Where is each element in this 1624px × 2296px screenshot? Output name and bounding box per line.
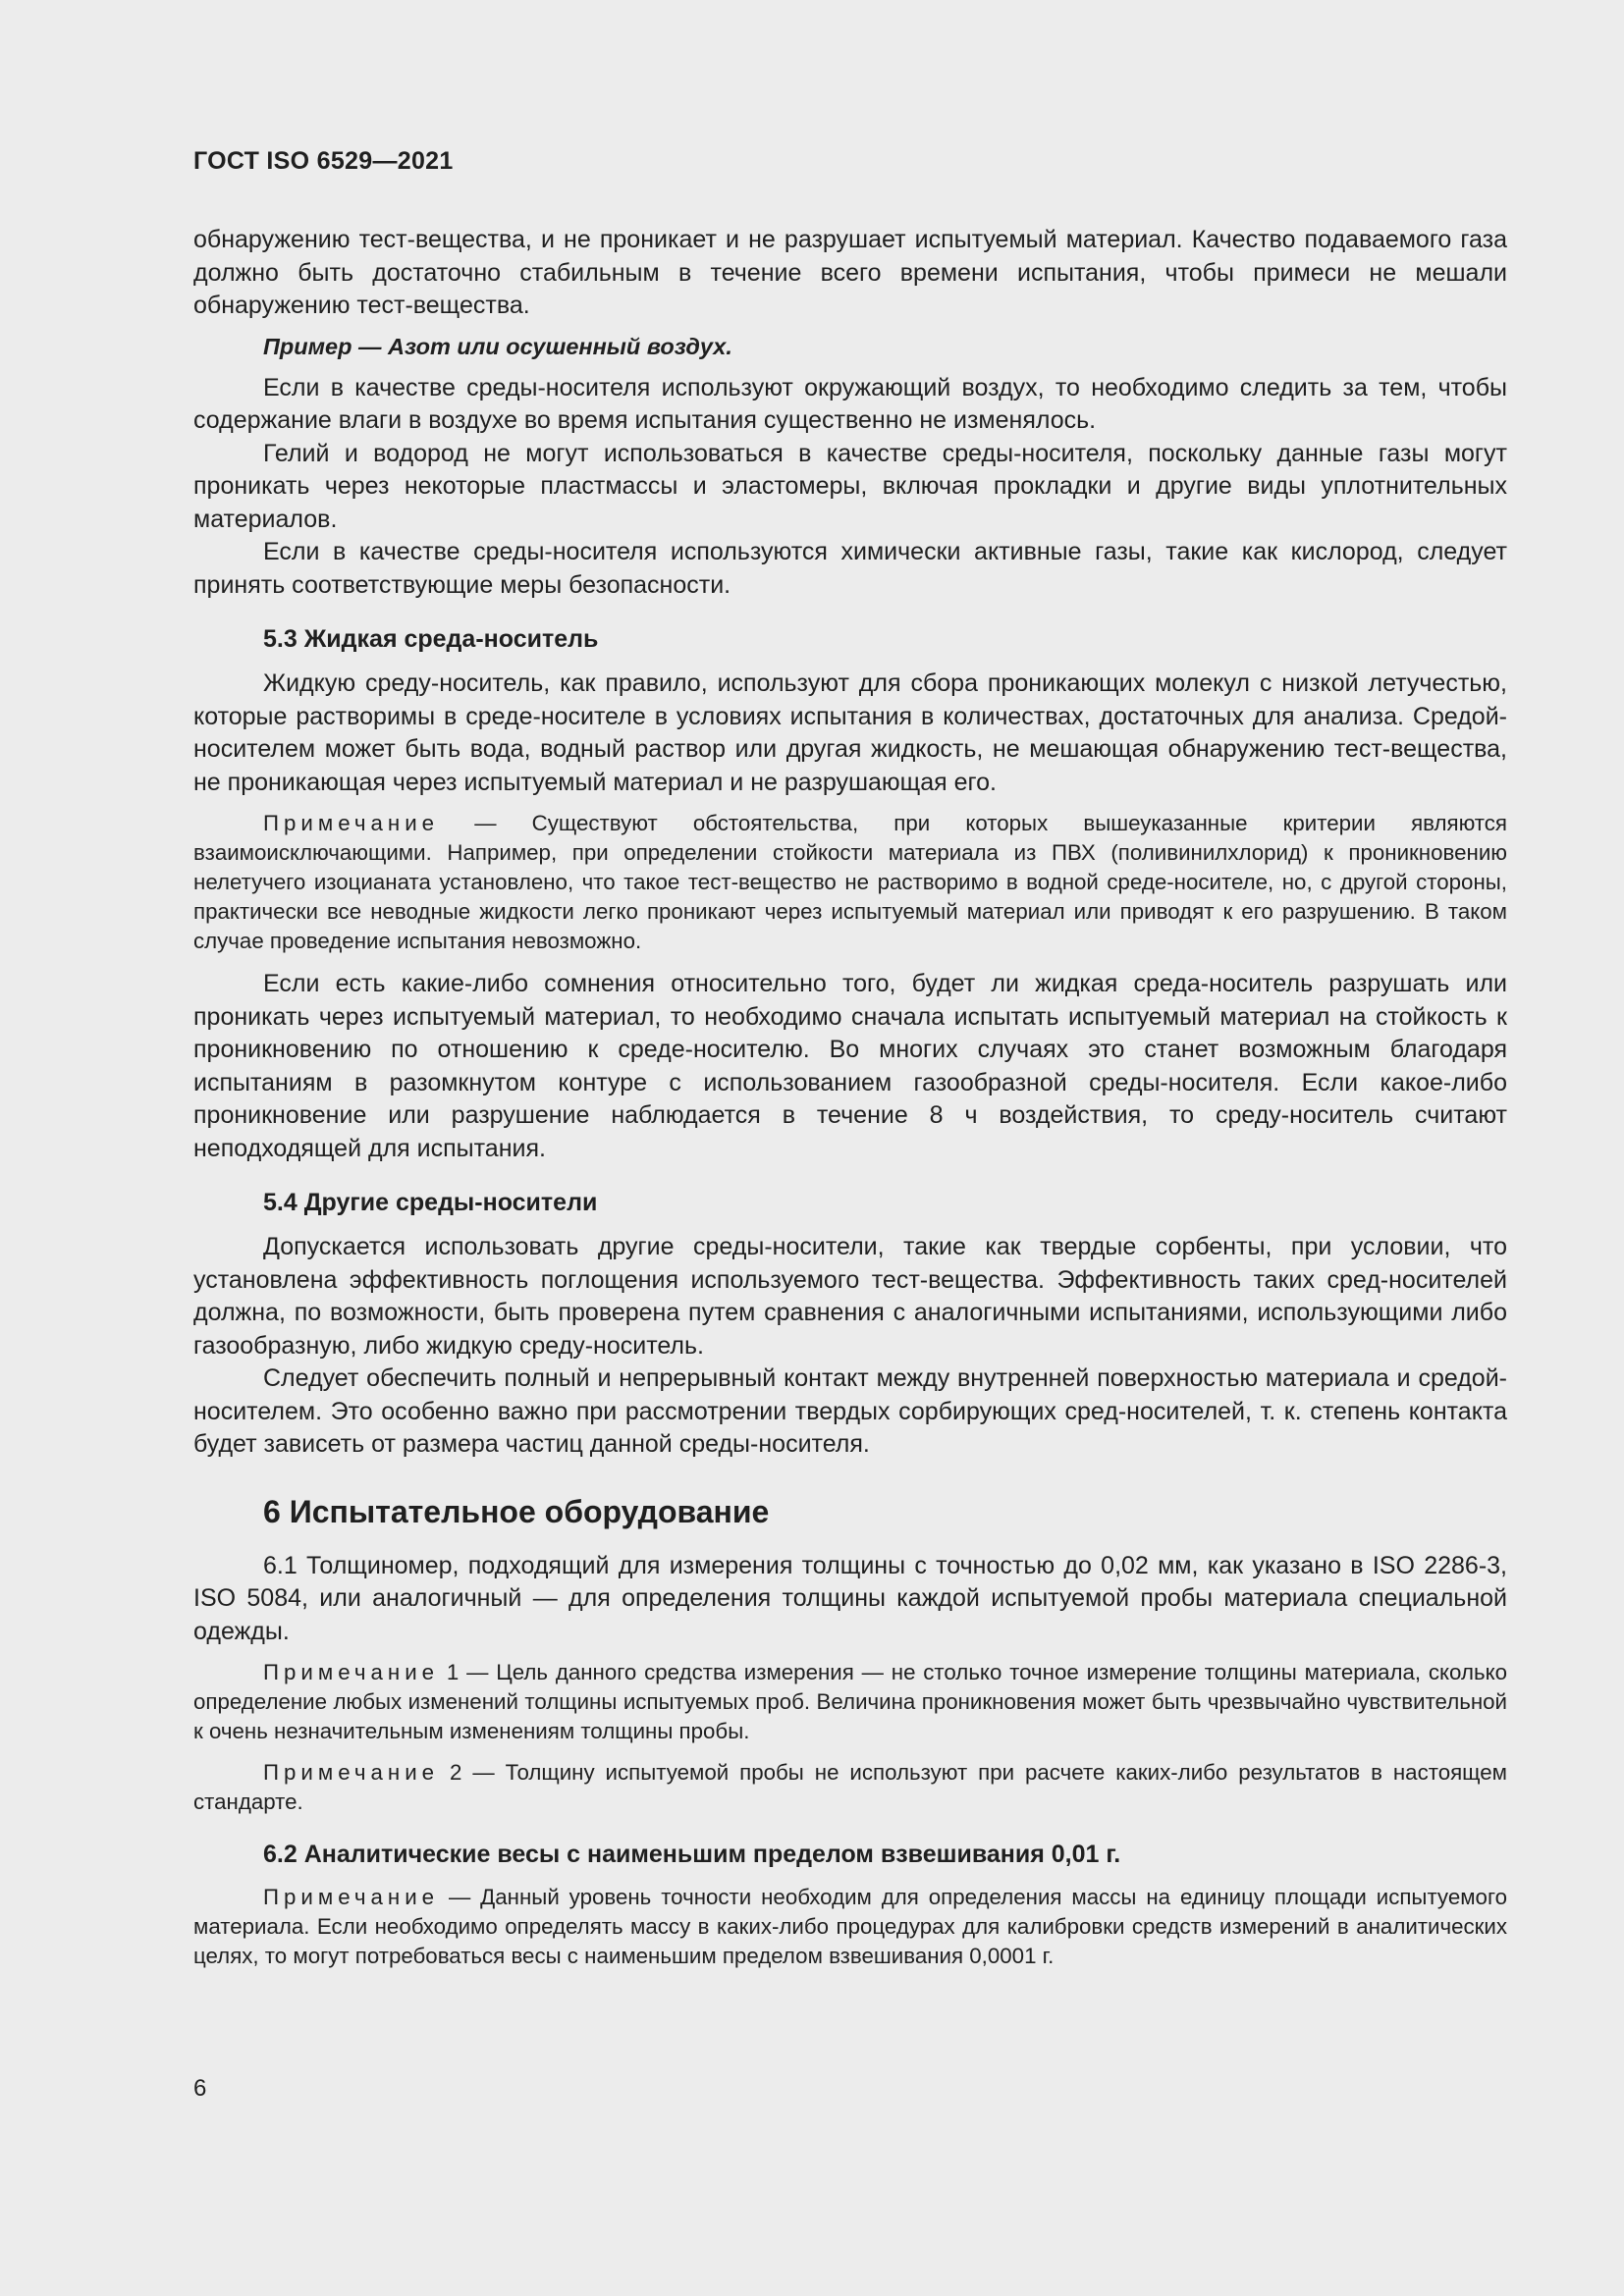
note: [193, 1883, 1507, 1971]
paragraph: Гелий и водород не могут использоваться в качестве среды-носителя, поскольку данные газы могут проникать через некоторые пластмассы и эластомеры, включая прокладки и другие виды уплотнительных материалов.: [193, 439, 1507, 533]
page-number: 6: [193, 2075, 207, 2102]
note-label: Примечание: [263, 1660, 440, 1684]
note-label: Примечание: [263, 1760, 440, 1785]
note-text: — Существуют обстоятельства, при которых вышеуказанные критерии являются взаимоисключающими. Например, при определении стойкости материала из ПВХ (поливинилхлорид) к проникновению нелетучего изоцианата установлено, что такое тест-вещество не растворимо в водной среде-носителе, но, с другой стороны, практически все неводные жидкости легко проникают через испытуемый материал или приводят к его разрушению. В таком случае проведение испытания невозможно.: [193, 811, 1507, 953]
note-text: 2 — Толщину испытуемой пробы не используют при расчете каких-либо результатов в настоящем стандарте.: [193, 1760, 1507, 1814]
example-line: Пример — Азот или осушенный воздух.: [263, 333, 732, 359]
paragraph: Допускается использовать другие среды-носители, такие как твердые сорбенты, при условии, что установлена эффективность поглощения используемого тест-вещества. Эффективность таких сред-носителей должна, по возможности, быть проверена путем сравнения с аналогичными испытаниями, использующими либо газообразную, либо жидкую среду-носитель.: [193, 1233, 1507, 1360]
paragraph: Следует обеспечить полный и непрерывный контакт между внутренней поверхностью материала и средой-носителем. Это особенно важно при рассмотрении твердых сорбирующих сред-носителей, т. к. степень контакта будет зависеть от размера частиц данной среды-носителя.: [193, 1364, 1507, 1458]
note-label: Примечание: [263, 811, 440, 835]
paragraph: обнаружению тест-вещества, и не проникает и не разрушает испытуемый материал. Качество подаваемого газа должно быть достаточно стабильным в течение всего времени испытания, чтобы примеси не мешали обнаружению тест-вещества.: [193, 226, 1507, 319]
paragraph: Жидкую среду-носитель, как правило, используют для сбора проникающих молекул с низкой летучестью, которые растворимы в среде-носителе в условиях испытания в количествах, достаточных для анализа. Средой-носителем может быть вода, водный раствор или другая жидкость, не мешающая обнаружению тест-вещества, не проникающая через испытуемый материал и не разрушающая его.: [193, 669, 1507, 796]
note-text: 1 — Цель данного средства измерения — не столько точное измерение толщины материала, сколько определение любых изменений толщины испытуемых проб. Величина проникновения может быть чрезвычайно чувствительной к очень незначительным изменениям толщины пробы.: [193, 1660, 1507, 1743]
paragraph: Если есть какие-либо сомнения относительно того, будет ли жидкая среда-носитель разрушать или проникать через испытуемый материал, то необходимо сначала испытать испытуемый материал на стойкость к проникновению по отношению к среде-носителю. Во многих случаях это станет возможным благодаря испытаниям в разомкнутом контуре с использованием газообразной среды-носителя. Если какое-либо проникновение или разрушение наблюдается в течение 8 ч воздействия, то среду-носитель считают неподходящей для испытания.: [193, 970, 1507, 1162]
document-body: [193, 224, 1507, 1983]
subsection-heading: 6.2 Аналитические весы с наименьшим пределом взвешивания 0,01 г.: [263, 1841, 1121, 1868]
note-label: Примечание: [263, 1885, 440, 1909]
section-heading: 6 Испытательное оборудование: [263, 1493, 770, 1529]
paragraph: Если в качестве среды-носителя используются химически активные газы, такие как кислород, следует принять соответствующие меры безопасности.: [193, 538, 1507, 599]
note: [193, 1658, 1507, 1746]
note: [193, 809, 1507, 956]
subsection-heading: 5.3 Жидкая среда-носитель: [263, 625, 599, 653]
document-header: ГОСТ ISO 6529—2021: [193, 147, 454, 175]
note-text: — Данный уровень точности необходим для определения массы на единицу площади испытуемого материала. Если необходимо определять массу в каких-либо процедурах для калибровки средств измерений в аналитических целях, то могут потребоваться весы с наименьшим пределом взвешивания 0,0001 г.: [193, 1885, 1507, 1968]
paragraph: 6.1 Толщиномер, подходящий для измерения толщины с точностью до 0,02 мм, как указано в ISO 2286-3, ISO 5084, или аналогичный — для определения толщины каждой испытуемой пробы материала специальной одежды.: [193, 1551, 1507, 1645]
note: [193, 1758, 1507, 1817]
paragraph: Если в качестве среды-носителя используют окружающий воздух, то необходимо следить за тем, чтобы содержание влаги в воздухе во время испытания существенно не изменялось.: [193, 373, 1507, 434]
subsection-heading: 5.4 Другие среды-носители: [263, 1189, 598, 1216]
